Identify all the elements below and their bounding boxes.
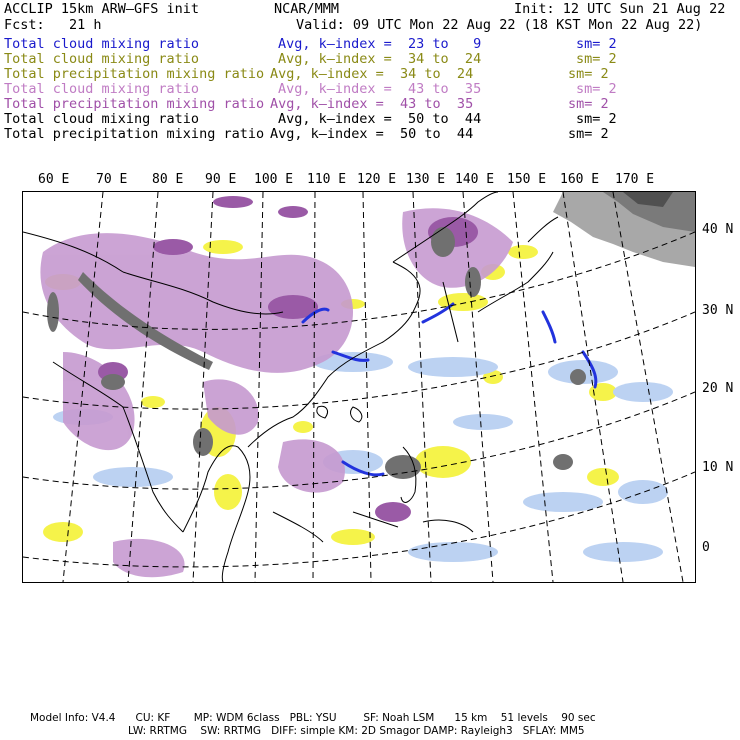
longitude-label: 80 E bbox=[152, 172, 184, 187]
longitude-label: 110 E bbox=[307, 172, 347, 187]
field-name: Total cloud mixing ratio bbox=[4, 36, 200, 52]
field-sm: sm= 2 bbox=[568, 96, 609, 112]
field-avg: Avg, k–index = 34 to 24 bbox=[270, 66, 474, 82]
field-avg: Avg, k–index = 50 to 44 bbox=[270, 126, 474, 142]
longitude-label: 140 E bbox=[455, 172, 495, 187]
latitude-label: 20 N bbox=[702, 381, 734, 396]
model-title: ACCLIP 15km ARW–GFS init bbox=[4, 1, 200, 17]
longitude-label: 100 E bbox=[254, 172, 294, 187]
latitude-label: 0 bbox=[702, 540, 710, 555]
field-sm: sm= 2 bbox=[576, 81, 617, 97]
model-info-line-1: Model Info: V4.4 CU: KF MP: WDM 6class PBL: YSU SF: Noah LSM 15 km 51 levels 90 sec bbox=[30, 712, 596, 724]
longitude-label: 160 E bbox=[560, 172, 600, 187]
valid-time: Valid: 09 UTC Mon 22 Aug 22 (18 KST Mon 22 Aug 22) bbox=[296, 17, 703, 33]
field-sm: sm= 2 bbox=[576, 36, 617, 52]
longitude-label: 170 E bbox=[615, 172, 655, 187]
latitude-label: 10 N bbox=[702, 460, 734, 475]
institution-label: NCAR/MMM bbox=[274, 1, 340, 17]
purple-cloud-field bbox=[40, 208, 513, 577]
field-name: Total precipitation mixing ratio bbox=[4, 96, 265, 112]
field-avg: Avg, k–index = 43 to 35 bbox=[270, 96, 474, 112]
longitude-label: 60 E bbox=[38, 172, 70, 187]
field-avg: Avg, k–index = 34 to 24 bbox=[278, 51, 482, 67]
field-avg: Avg, k–index = 23 to 9 bbox=[278, 36, 482, 52]
field-name: Total precipitation mixing ratio bbox=[4, 66, 265, 82]
longitude-label: 150 E bbox=[507, 172, 547, 187]
longitude-label: 120 E bbox=[357, 172, 397, 187]
field-sm: sm= 2 bbox=[568, 66, 609, 82]
longitude-label: 70 E bbox=[96, 172, 128, 187]
field-name: Total cloud mixing ratio bbox=[4, 51, 200, 67]
longitude-label: 130 E bbox=[406, 172, 446, 187]
field-name: Total cloud mixing ratio bbox=[4, 81, 200, 97]
field-name: Total precipitation mixing ratio bbox=[4, 126, 265, 142]
forecast-map bbox=[22, 191, 696, 583]
map-canvas bbox=[23, 192, 695, 582]
model-info-line-2: LW: RRTMG SW: RRTMG DIFF: simple KM: 2D Smagor DAMP: Rayleigh3 SFLAY: MM5 bbox=[128, 725, 585, 737]
latitude-label: 30 N bbox=[702, 303, 734, 318]
field-name: Total cloud mixing ratio bbox=[4, 111, 200, 127]
field-avg: Avg, k–index = 43 to 35 bbox=[278, 81, 482, 97]
field-sm: sm= 2 bbox=[576, 51, 617, 67]
field-avg: Avg, k–index = 50 to 44 bbox=[278, 111, 482, 127]
latitude-label: 40 N bbox=[702, 222, 734, 237]
init-time: Init: 12 UTC Sun 21 Aug 22 bbox=[514, 1, 726, 17]
longitude-label: 90 E bbox=[205, 172, 237, 187]
field-sm: sm= 2 bbox=[568, 126, 609, 142]
field-sm: sm= 2 bbox=[576, 111, 617, 127]
forecast-hour: Fcst: 21 h bbox=[4, 17, 102, 33]
